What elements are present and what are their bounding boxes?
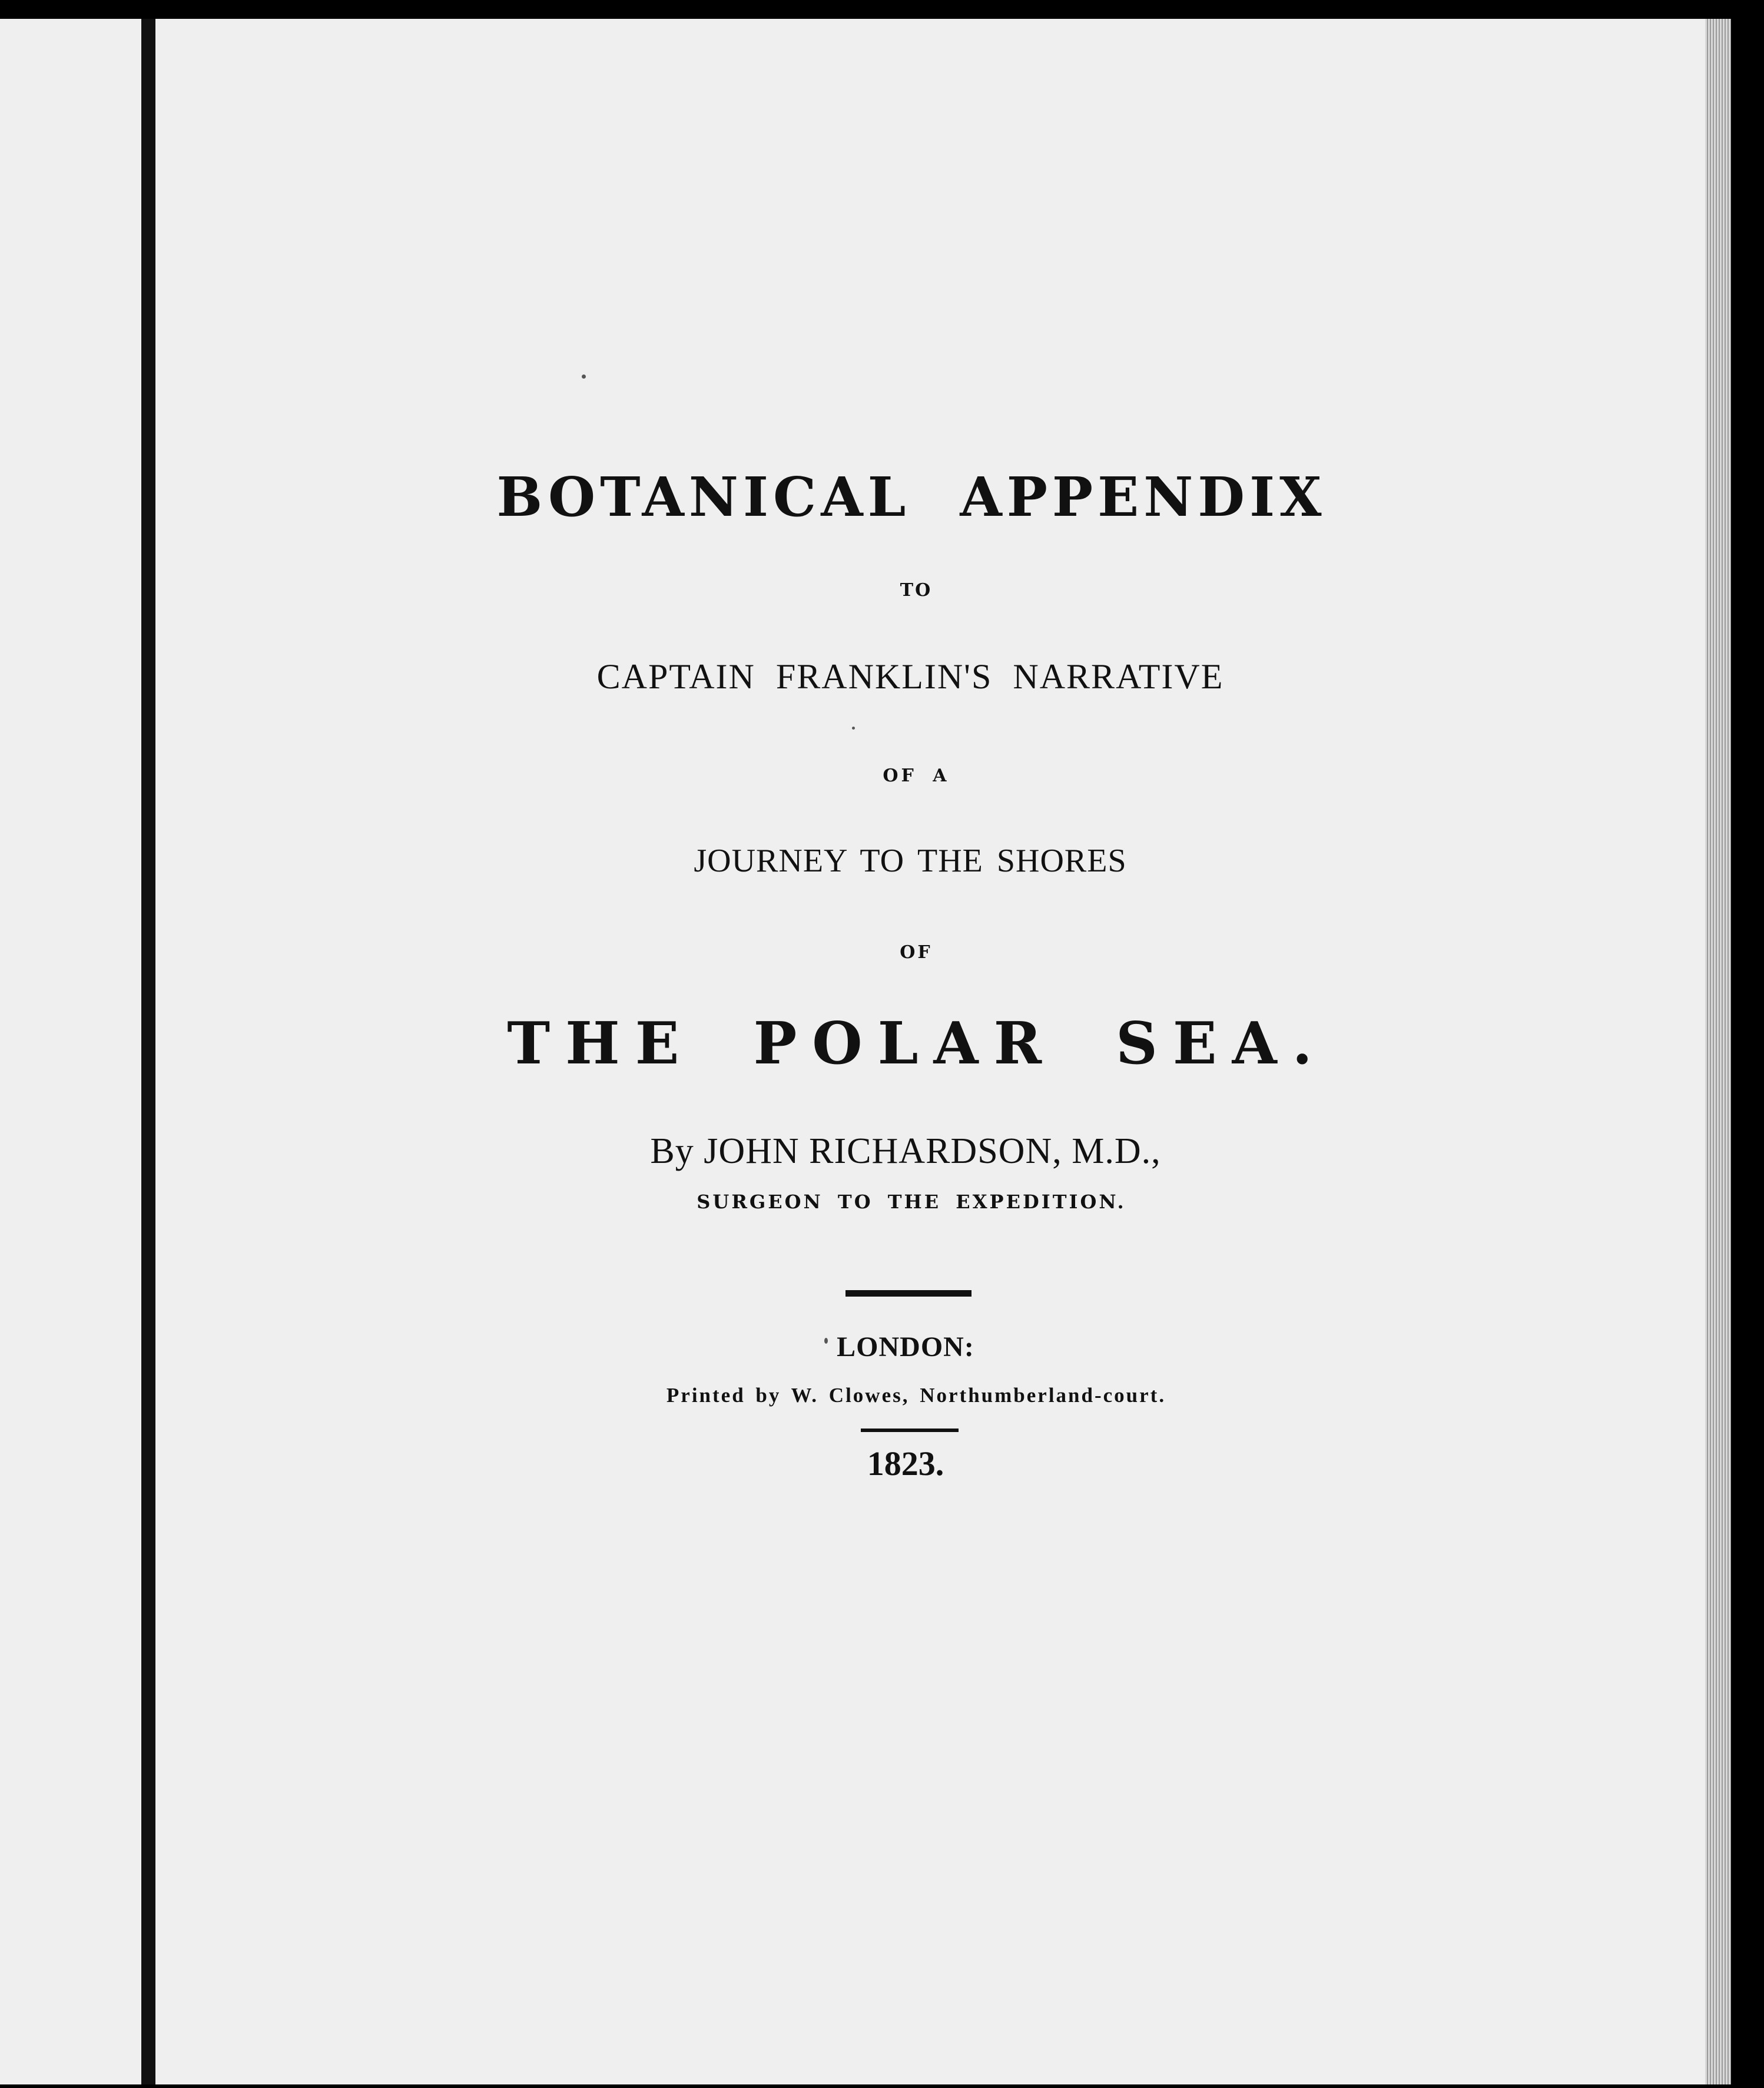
narrative-title: CAPTAIN FRANKLIN'S NARRATIVE <box>596 657 1224 696</box>
connector-of-a: OF A <box>883 765 950 786</box>
publication-place: LONDON: <box>837 1331 974 1363</box>
printer-imprint: Printed by W. Clowes, Northumberland-court. <box>666 1384 1166 1407</box>
connector-to: TO <box>900 580 933 601</box>
paper-speck <box>852 727 855 730</box>
author-line: By JOHN RICHARDSON, M.D., <box>650 1131 1161 1171</box>
paper-speck <box>582 374 586 379</box>
connector-of: OF <box>900 942 933 963</box>
decorative-rule <box>845 1290 971 1297</box>
decorative-rule <box>861 1429 959 1432</box>
polar-sea-title: THE POLAR SEA. <box>507 1010 1328 1078</box>
journey-title: JOURNEY TO THE SHORES <box>694 843 1127 879</box>
main-title: BOTANICAL APPENDIX <box>496 465 1327 529</box>
publication-year: 1823. <box>867 1444 944 1483</box>
author-role: SURGEON TO THE EXPEDITION. <box>697 1191 1126 1213</box>
